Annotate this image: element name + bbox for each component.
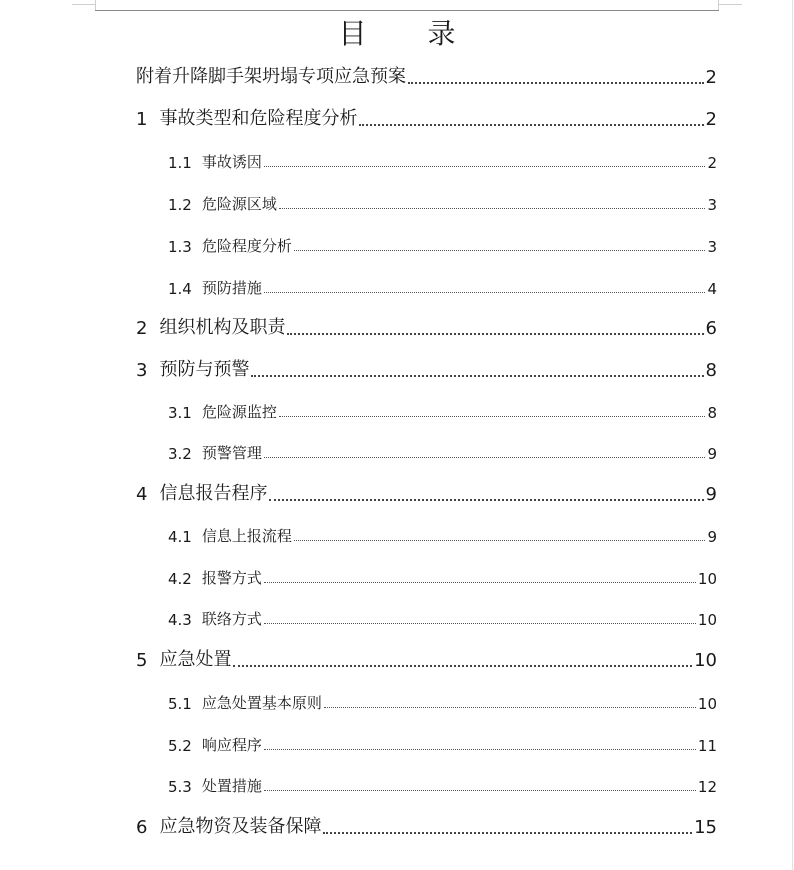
toc-entry-leader — [264, 435, 706, 458]
toc-entry-leader — [287, 311, 703, 335]
toc-entry-leader — [264, 560, 696, 583]
toc-entry[interactable] — [168, 560, 717, 588]
toc-entry-number: 1.2 — [168, 196, 192, 214]
toc-entry-number: 3.2 — [168, 445, 192, 463]
toc-entry-page: 12 — [697, 778, 717, 796]
toc-entry-number: 6 — [136, 817, 148, 838]
toc-entry-page: 6 — [705, 318, 717, 339]
toc-entry-leader — [294, 228, 706, 251]
toc-entry-number: 4.1 — [168, 528, 192, 546]
toc-entry-leader — [264, 144, 706, 167]
toc-entry-title: 危险源区域 — [201, 195, 277, 213]
toc-entry-page: 15 — [694, 817, 717, 838]
toc-entry[interactable] — [168, 727, 717, 755]
toc-entry-leader — [269, 477, 703, 501]
toc-entry-page: 8 — [707, 404, 717, 422]
toc-entry-title: 应急处置基本原则 — [201, 694, 322, 712]
toc-entry-number: 4.3 — [168, 611, 192, 629]
toc-entry[interactable] — [168, 270, 717, 298]
toc-entry-leader — [264, 601, 696, 624]
toc-entry-title: 信息报告程序 — [159, 483, 268, 504]
toc-entry[interactable] — [168, 144, 717, 172]
toc-entry-number: 4 — [136, 484, 148, 505]
toc-entry-page: 9 — [705, 484, 717, 505]
toc-title: 目 录 — [338, 17, 482, 50]
toc-entry[interactable] — [136, 60, 717, 88]
page-right-edge — [792, 0, 793, 870]
toc-entry-number: 5.1 — [168, 695, 192, 713]
toc-entry[interactable] — [136, 102, 717, 130]
toc-entry-page: 9 — [707, 528, 717, 546]
toc-entry-title: 组织机构及职责 — [159, 317, 286, 338]
toc-entry-title: 预防与预警 — [159, 359, 250, 380]
toc-entry-page: 2 — [705, 67, 717, 88]
toc-entry-leader — [264, 270, 706, 293]
toc-entry-number: 2 — [136, 318, 148, 339]
toc-entry-leader — [294, 518, 706, 541]
header-rule — [95, 10, 719, 11]
toc-entry-title: 处置措施 — [201, 777, 262, 795]
toc-entry-leader — [279, 394, 706, 417]
toc-entry-page: 3 — [707, 196, 717, 214]
corner-mark-left-top — [72, 4, 95, 5]
toc-entry-leader — [251, 353, 703, 377]
toc-entry-number: 4.2 — [168, 570, 192, 588]
toc-entry-title: 事故类型和危险程度分析 — [159, 108, 358, 129]
toc-entry-number: 5 — [136, 650, 148, 671]
toc-entry-title: 附着升降脚手架坍塌专项应急预案 — [136, 66, 406, 87]
toc-entry-title: 报警方式 — [201, 569, 262, 587]
toc-entry-title: 预警管理 — [201, 444, 262, 462]
toc-entry-page: 10 — [697, 570, 717, 588]
toc-entry-title: 预防措施 — [201, 279, 262, 297]
toc-entry[interactable] — [168, 435, 717, 463]
toc-entry-title: 应急处置 — [159, 649, 232, 670]
toc-entry-number: 5.2 — [168, 737, 192, 755]
toc-entry[interactable] — [168, 186, 717, 214]
toc-entry[interactable] — [136, 477, 717, 505]
toc-entry[interactable] — [136, 311, 717, 339]
toc-entry-leader — [279, 186, 706, 209]
toc-entry-leader — [264, 727, 696, 750]
toc-entry-number: 1.3 — [168, 238, 192, 256]
corner-mark-right — [718, 0, 719, 10]
toc-entry-page: 2 — [705, 109, 717, 130]
toc-entry-page: 10 — [697, 695, 717, 713]
toc-entry-page: 10 — [694, 650, 717, 671]
toc-entry-page: 2 — [707, 154, 717, 172]
toc-entry-page: 3 — [707, 238, 717, 256]
toc-entry-title: 事故诱因 — [201, 153, 262, 171]
toc-entry-page: 4 — [707, 280, 717, 298]
toc-entry-leader — [324, 685, 696, 708]
toc-entry[interactable] — [168, 685, 717, 713]
toc-entry[interactable] — [168, 768, 717, 796]
toc-entry[interactable] — [168, 601, 717, 629]
toc-entry[interactable] — [136, 353, 717, 381]
toc-entry-leader — [233, 643, 692, 667]
toc-entry-number: 5.3 — [168, 778, 192, 796]
toc-entry-title: 危险源监控 — [201, 403, 277, 421]
toc-entry[interactable] — [168, 228, 717, 256]
corner-mark-left — [95, 0, 96, 10]
toc-entry-leader — [323, 810, 692, 834]
toc-entry-leader — [359, 102, 703, 126]
toc-entry-number: 3.1 — [168, 404, 192, 422]
toc-entry-title: 联络方式 — [201, 610, 262, 628]
toc-entry-leader — [264, 768, 696, 791]
corner-mark-right-top — [719, 4, 742, 5]
toc-entry-title: 应急物资及装备保障 — [159, 816, 322, 837]
toc-entry-leader — [408, 60, 704, 84]
toc-entry-title: 信息上报流程 — [201, 527, 292, 545]
toc-entry-number: 3 — [136, 360, 148, 381]
toc-entry-number: 1.4 — [168, 280, 192, 298]
toc-entry[interactable] — [168, 518, 717, 546]
toc-entry-page: 10 — [697, 611, 717, 629]
toc-entry-number: 1.1 — [168, 154, 192, 172]
toc-entry[interactable] — [136, 810, 717, 838]
toc-entry[interactable] — [136, 643, 717, 671]
toc-entry-title: 响应程序 — [201, 736, 262, 754]
toc-entry-page: 11 — [697, 737, 717, 755]
toc-entry-page: 8 — [705, 360, 717, 381]
toc-entry[interactable] — [168, 394, 717, 422]
toc-entry-title: 危险程度分析 — [201, 237, 292, 255]
toc-entry-page: 9 — [707, 445, 717, 463]
toc-entry-number: 1 — [136, 109, 148, 130]
